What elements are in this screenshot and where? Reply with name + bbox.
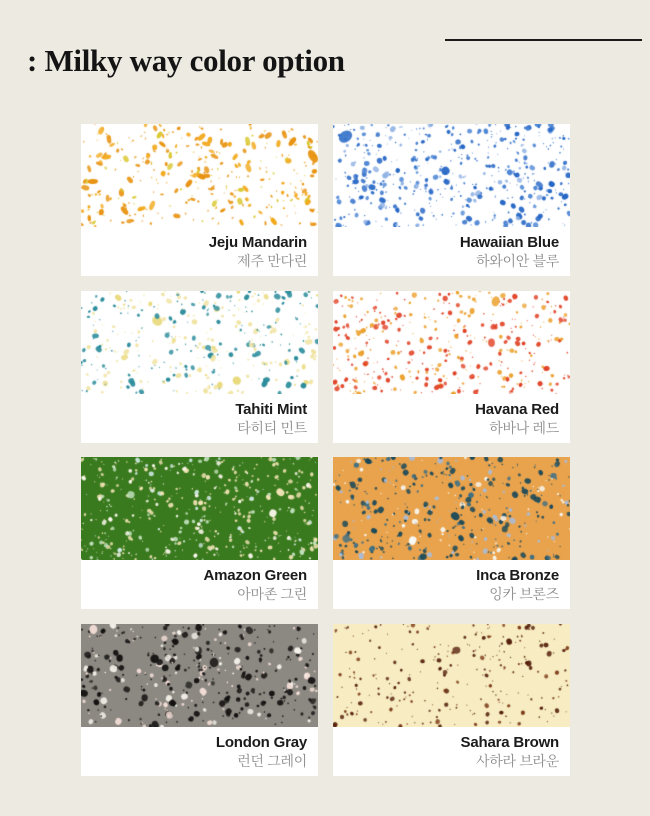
speckle-swatch-havana-red <box>333 291 570 394</box>
color-name-ko: 하바나 레드 <box>489 419 559 436</box>
swatch-card-havana-red <box>333 291 570 443</box>
color-name-en: Sahara Brown <box>460 733 559 751</box>
color-name-en: Tahiti Mint <box>235 400 307 418</box>
swatch-card-amazon-green <box>81 457 318 609</box>
swatch-label <box>81 394 318 443</box>
color-name-ko: 사하라 브라운 <box>476 752 559 769</box>
color-name-en: Inca Bronze <box>476 567 559 585</box>
page-title: : Milky way color option <box>27 42 345 78</box>
swatch-label <box>333 560 570 609</box>
color-name-ko: 타히티 민트 <box>237 419 307 436</box>
color-name-en: Havana Red <box>475 400 559 418</box>
swatch-card-sahara-brown <box>333 624 570 776</box>
swatch-card-inca-bronze <box>333 457 570 609</box>
swatch-card-london-gray <box>81 624 318 776</box>
swatch-card-hawaiian-blue <box>333 124 570 276</box>
speckle-swatch-hawaiian-blue <box>333 124 570 227</box>
color-name-ko: 하와이안 블루 <box>476 253 559 269</box>
color-name-en: London Gray <box>215 733 307 751</box>
speckle-swatch-tahiti-mint <box>81 291 318 394</box>
swatch-card-tahiti-mint <box>81 291 318 443</box>
speckle-swatch-jeju-mandarin <box>81 124 318 227</box>
color-name-ko: 아마존 그린 <box>237 586 307 603</box>
swatch-label <box>333 394 570 443</box>
swatch-label <box>81 227 318 276</box>
swatch-label <box>81 560 318 609</box>
swatch-card-jeju-mandarin <box>81 124 318 276</box>
color-swatch-grid <box>81 124 570 776</box>
speckle-swatch-amazon-green <box>81 457 318 560</box>
color-name-ko: 제주 만다린 <box>237 253 307 269</box>
color-name-ko: 런던 그레이 <box>237 752 307 769</box>
speckle-swatch-sahara-brown <box>333 624 570 727</box>
color-name-en: Amazon Green <box>203 567 307 585</box>
swatch-label <box>333 227 570 276</box>
swatch-label <box>81 727 318 776</box>
title-rule <box>445 39 642 41</box>
swatch-label <box>333 727 570 776</box>
speckle-swatch-london-gray <box>81 624 318 727</box>
color-name-en: Hawaiian Blue <box>459 234 559 251</box>
color-name-ko: 잉카 브론즈 <box>489 586 559 603</box>
speckle-swatch-inca-bronze <box>333 457 570 560</box>
color-name-en: Jeju Mandarin <box>208 234 307 251</box>
